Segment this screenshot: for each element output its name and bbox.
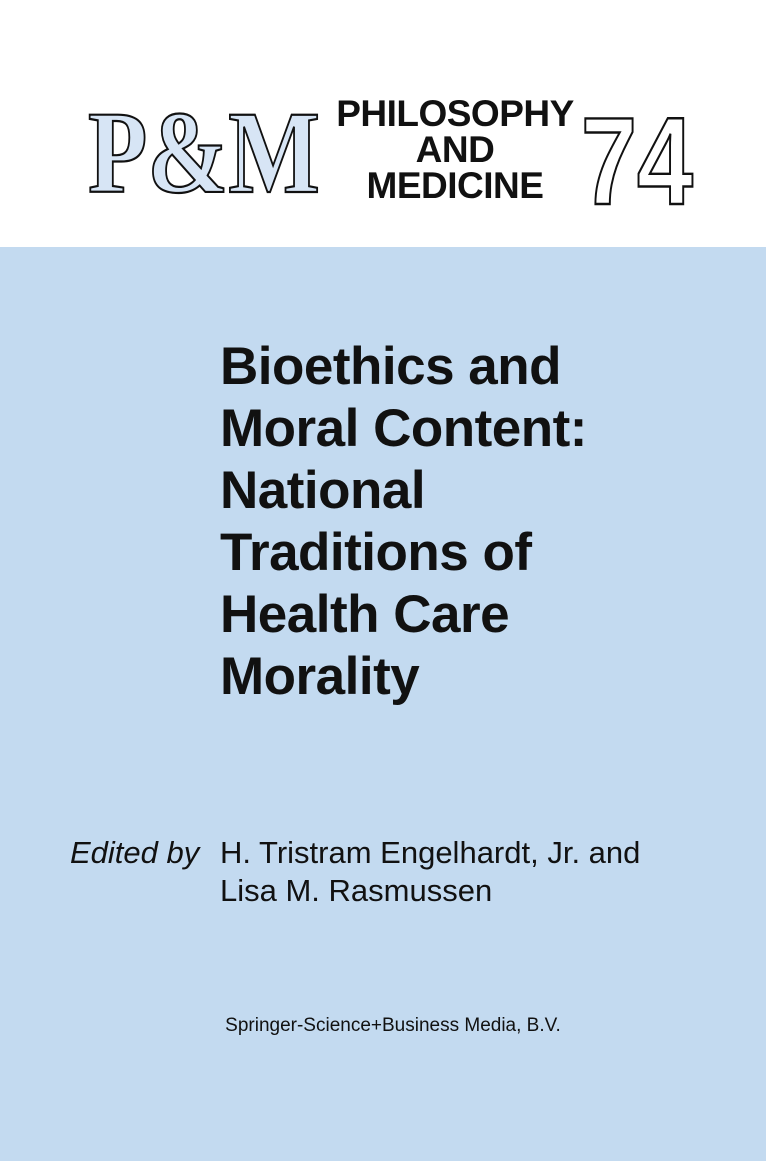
title-line-6: Morality: [220, 647, 420, 706]
series-logo: [84, 84, 324, 218]
title-line-3: National: [220, 461, 426, 520]
volume-number-text: 74: [581, 93, 694, 231]
title-line-4: Traditions of: [220, 523, 532, 582]
series-logo-text: P&M: [88, 87, 320, 218]
volume-number: [575, 92, 700, 231]
book-title: [220, 336, 740, 708]
editor-line-2: Lisa M. Rasmussen: [220, 873, 493, 908]
series-name-line-1: PHILOSOPHY: [336, 93, 574, 134]
title-line-2: Moral Content:: [220, 399, 587, 458]
series-header: [0, 0, 766, 247]
publisher: Springer-Science+Business Media, B.V.: [225, 1015, 561, 1036]
editors: [220, 834, 640, 910]
series-name-line-3: MEDICINE: [366, 165, 544, 206]
editor-line-1: H. Tristram Engelhardt, Jr. and: [220, 835, 641, 870]
title-line-1: Bioethics and: [220, 337, 562, 396]
series-name: [330, 93, 580, 206]
edited-by-label: Edited by: [70, 835, 200, 870]
series-name-line-2: AND: [415, 129, 495, 170]
title-line-5: Health Care: [220, 585, 510, 644]
